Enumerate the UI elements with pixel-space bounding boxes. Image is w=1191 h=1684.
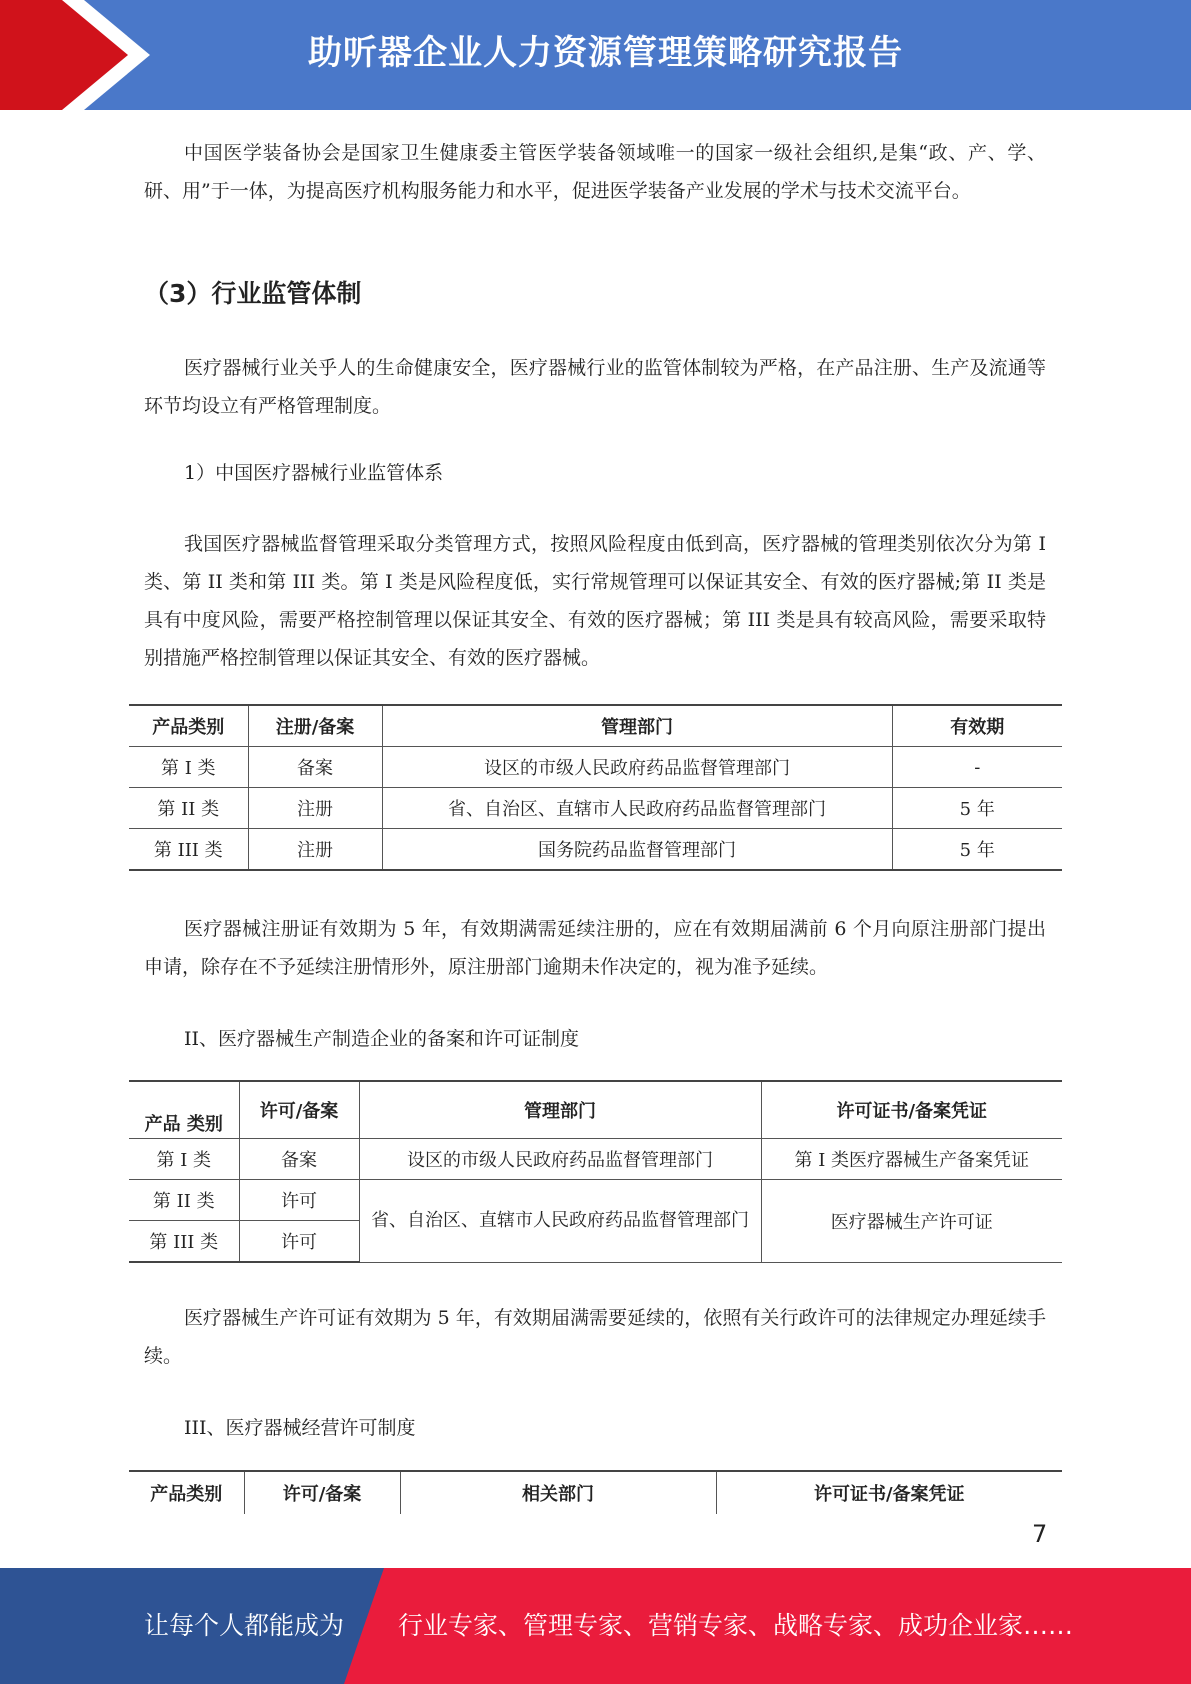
- classification-paragraph: 我国医疗器械监督管理采取分类管理方式，按照风险程度由低到高，医疗器械的管理类别依次分为第 I 类、第 II 类和第 III 类。第 I 类是风险程度低，实行常规管理可以保证其安全、有效的医疗器械;第 II 类是具有中度风险，需要严格控制管理以保证其安全、有效的医疗器械；第 III 类是具有较高风险，需要采取特别措施严格控制管理以保证其安全、有效的医疗器械。: [144, 533, 1046, 669]
- table-header-cell: 管理部门: [359, 1081, 761, 1139]
- table-header-cell: 许可/备案: [244, 1471, 400, 1514]
- distribution-license-table: [129, 1470, 1062, 1514]
- regulation-paragraph: 医疗器械行业关乎人的生命健康安全，医疗器械行业的监管体制较为严格，在产品注册、生产及流通等环节均设立有严格管理制度。: [144, 357, 1046, 417]
- table-header-cell: 注册/备案: [248, 705, 382, 747]
- table-row: [129, 788, 1062, 829]
- table-header-row: [129, 705, 1062, 747]
- table-header-cell: 管理部门: [382, 705, 892, 747]
- table-header-cell: 许可证书/备案凭证: [716, 1471, 1062, 1514]
- page-header: [0, 0, 1191, 110]
- table-header-cell: 产品 类别: [129, 1081, 239, 1139]
- classification-section: [144, 525, 1046, 677]
- table-cell: 第 I 类医疗器械生产备案凭证: [761, 1139, 1062, 1180]
- table-cell: 省、自治区、直辖市人民政府药品监督管理部门: [382, 788, 892, 829]
- section-heading: （3）行业监管体制: [144, 279, 362, 308]
- table-cell: 设区的市级人民政府药品监督管理部门: [359, 1139, 761, 1180]
- production-license-table: [129, 1080, 1062, 1263]
- table-header-cell: 许可证书/备案凭证: [761, 1081, 1062, 1139]
- registration-table: [129, 704, 1062, 871]
- table-cell: 第 I 类: [129, 1139, 239, 1180]
- footer-slogan-right: 行业专家、管理专家、营销专家、战略专家、成功企业家……: [398, 1611, 1074, 1640]
- table-cell: 国务院药品监督管理部门: [382, 829, 892, 871]
- table-cell: 设区的市级人民政府药品监督管理部门: [382, 747, 892, 788]
- subheading-production-license: II、医疗器械生产制造企业的备案和许可证制度: [184, 1028, 580, 1050]
- footer-slogan-left: 让每个人都能成为: [144, 1611, 345, 1640]
- subheading-supervision-system: 1）中国医疗器械行业监管体系: [184, 462, 444, 484]
- table-cell: 注册: [248, 829, 382, 871]
- table-header-row: [129, 1471, 1062, 1514]
- subheading-distribution-license: III、医疗器械经营许可制度: [184, 1417, 416, 1439]
- table-merged-cell: 省、自治区、直辖市人民政府药品监督管理部门: [359, 1180, 761, 1263]
- table-cell: 备案: [239, 1139, 359, 1180]
- intro-paragraph: 中国医学装备协会是国家卫生健康委主管医学装备领域唯一的国家一级社会组织,是集“政、产、学、研、用”于一体，为提高医疗机构服务能力和水平，促进医学装备产业发展的学术与技术交流平台。: [144, 142, 1046, 202]
- table-header-cell: 相关部门: [400, 1471, 716, 1514]
- table-cell: 第 I 类: [129, 747, 248, 788]
- table-cell: 备案: [248, 747, 382, 788]
- table-cell: 第 III 类: [129, 829, 248, 871]
- production-license-section: [144, 1299, 1046, 1375]
- validity-paragraph: 医疗器械注册证有效期为 5 年，有效期满需延续注册的，应在有效期届满前 6 个月向原注册部门提出申请，除存在不予延续注册情形外，原注册部门逾期未作决定的，视为准予延续。: [144, 918, 1046, 978]
- table-row: [129, 747, 1062, 788]
- page-footer: [0, 1568, 1191, 1684]
- table-row: [129, 829, 1062, 871]
- table-header-cell: 有效期: [892, 705, 1062, 747]
- header-title: 助听器企业人力资源管理策略研究报告: [308, 33, 903, 73]
- intro-section: [144, 134, 1046, 210]
- table-cell: 许可: [239, 1221, 359, 1263]
- table-cell: 第 II 类: [129, 1180, 239, 1221]
- table-cell: 第 III 类: [129, 1221, 239, 1263]
- production-license-paragraph: 医疗器械生产许可证有效期为 5 年，有效期届满需要延续的，依照有关行政许可的法律规定办理延续手续。: [144, 1307, 1046, 1367]
- table-merged-cell: 医疗器械生产许可证: [761, 1180, 1062, 1263]
- table-cell: -: [892, 747, 1062, 788]
- table-header-row: [129, 1081, 1062, 1139]
- table-row: [129, 1139, 1062, 1180]
- page-number: 7: [1032, 1520, 1048, 1548]
- table-header-cell: 产品类别: [129, 705, 248, 747]
- table-cell: 5 年: [892, 829, 1062, 871]
- table-header-cell: 许可/备案: [239, 1081, 359, 1139]
- table-cell: 第 II 类: [129, 788, 248, 829]
- regulation-section: [144, 349, 1046, 425]
- table-header-cell: 产品类别: [129, 1471, 244, 1514]
- table-cell: 许可: [239, 1180, 359, 1221]
- table-row: [129, 1180, 1062, 1221]
- table-cell: 注册: [248, 788, 382, 829]
- table-cell: 5 年: [892, 788, 1062, 829]
- validity-section: [144, 910, 1046, 986]
